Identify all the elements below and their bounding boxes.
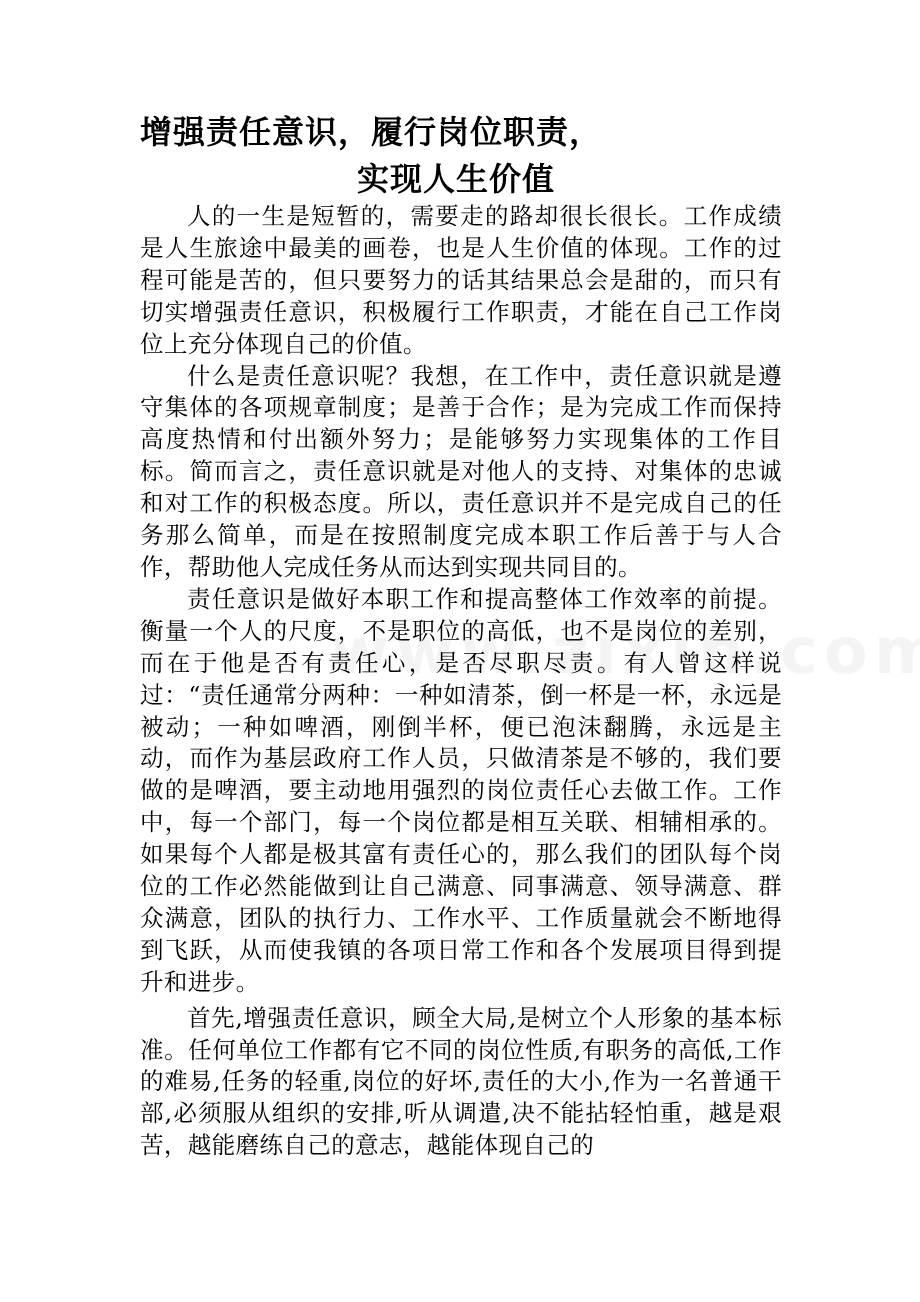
document-title-line-1: 增强责任意识，履行岗位职责，: [140, 113, 603, 151]
paragraph-3: 责任意识是做好本职工作和提高整体工作效率的前提。衡量一个人的尺度，不是职位的高低，也不是岗位的差别，而在于他是否有责任心，是否尽职尽责。有人曾这样说过：“责任通常分两种：一种如清茶，倒一杯是一杯，永远是被动；一种如啤酒，刚倒半杯，便已泡沫翻腾，永远是主动，而作为基层政府工作人员，只做清茶是不够的，我们要做的是啤酒，要主动地用强烈的岗位责任心去做工作。工作中，每一个部门，每一个岗位都是相互关联、相辅相承的。如果每个人都是极其富有责任心的，那么我们的团队每个岗位的工作必然能做到让自己满意、同事满意、领导满意、群众满意，团队的执行力、工作水平、工作质量就会不断地得到飞跃，从而使我镇的各项日常工作和各个发展项目得到提升和进步。: [140, 584, 782, 996]
document-title-line-2: 实现人生价值: [357, 160, 556, 198]
document-body: [140, 201, 782, 1162]
paragraph-4: 首先,增强责任意识，顾全大局,是树立个人形象的基本标准。任何单位工作都有它不同的岗位性质,有职务的高低,工作的难易,任务的轻重,岗位的好坏,责任的大小,作为一名普通干部,必须服从组织的安排,听从调遣,决不能拈轻怕重，越是艰苦，越能磨练自己的意志，越能体现自己的: [140, 1003, 782, 1160]
paragraph-2: 什么是责任意识呢？我想，在工作中，责任意识就是遵守集体的各项规章制度；是善于合作；是为完成工作而保持高度热情和付出额外努力；是能够努力实现集体的工作目标。简而言之，责任意识就是对他人的支持、对集体的忠诚和对工作的积极态度。所以，责任意识并不是完成自己的任务那么简单，而是在按照制度完成本职工作后善于与人合作，帮助他人完成任务从而达到实现共同目的。: [140, 361, 782, 581]
paragraph-1: 人的一生是短暂的，需要走的路却很长很长。工作成绩是人生旅途中最美的画卷，也是人生价值的体现。工作的过程可能是苦的，但只要努力的话其结果总会是甜的，而只有切实增强责任意识，积极履行工作职责，才能在自己工作岗位上充分体现自己的价值。: [140, 202, 782, 358]
